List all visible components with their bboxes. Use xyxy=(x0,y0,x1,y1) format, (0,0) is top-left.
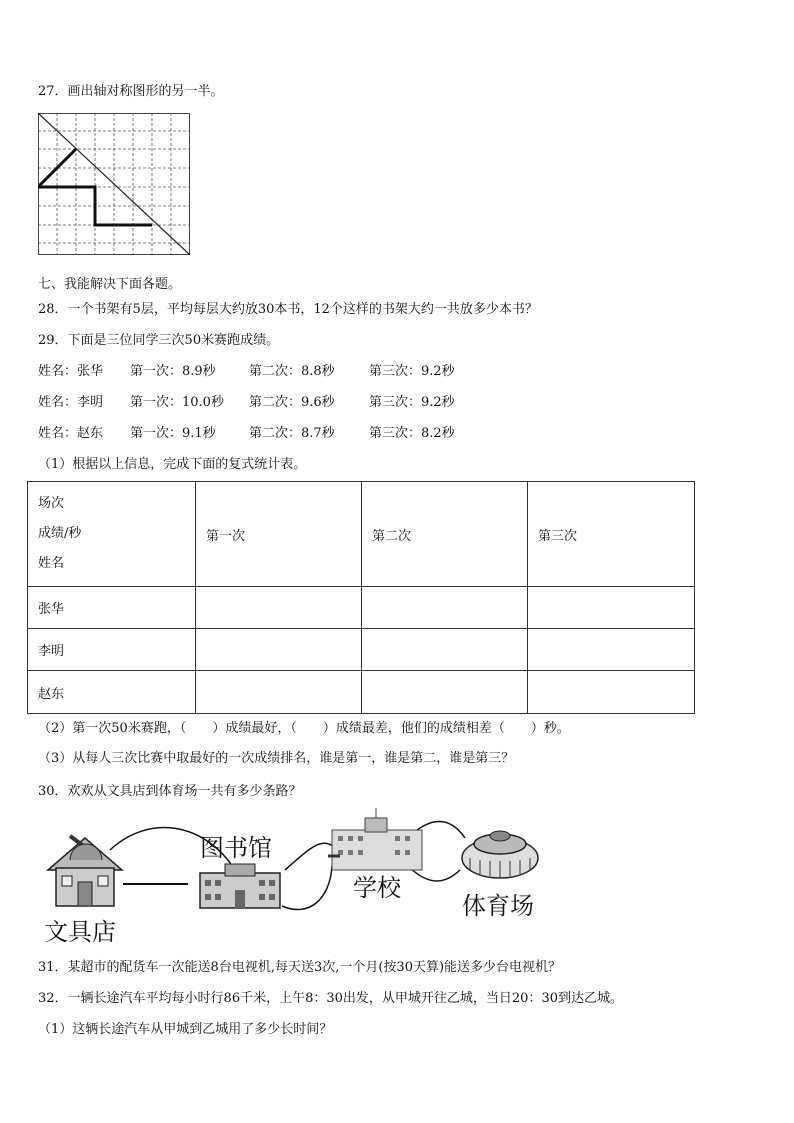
blank-cell[interactable] xyxy=(362,629,528,671)
row-name-zhaodong: 赵东 xyxy=(28,671,196,714)
table-header-row xyxy=(28,482,695,587)
corner-label-score: 成绩/秒 xyxy=(38,526,82,541)
stadium-label: 体育场 xyxy=(462,892,534,920)
library-label: 图书馆 xyxy=(200,834,272,862)
score-name: 姓名：李明 xyxy=(38,395,104,410)
table-row xyxy=(28,629,695,671)
score-second: 第二次：8.8秒 xyxy=(249,364,335,379)
blank-cell[interactable] xyxy=(196,629,362,671)
symmetry-grid xyxy=(38,113,190,259)
school-label: 学校 xyxy=(353,874,401,902)
blank-cell[interactable] xyxy=(528,587,695,629)
score-third: 第三次：9.2秒 xyxy=(369,395,455,410)
column-header-second: 第二次 xyxy=(362,482,528,587)
column-header-first: 第一次 xyxy=(196,482,362,587)
table-row xyxy=(28,587,695,629)
blank-cell[interactable] xyxy=(196,671,362,714)
score-name: 姓名：赵东 xyxy=(38,426,104,441)
blank-cell[interactable] xyxy=(528,629,695,671)
column-header-third: 第三次 xyxy=(528,482,695,587)
score-third: 第三次：8.2秒 xyxy=(369,426,455,441)
score-second: 第二次：8.7秒 xyxy=(249,426,335,441)
row-name-zhanghua: 张华 xyxy=(28,587,196,629)
q32-sub1: （1）这辆长途汽车从甲城到乙城用了多少长时间？ xyxy=(38,1022,333,1037)
blank-cell[interactable] xyxy=(528,671,695,714)
row-name-liming: 李明 xyxy=(28,629,196,671)
score-first: 第一次：8.9秒 xyxy=(130,364,216,379)
table-corner-cell xyxy=(28,482,196,587)
q31-text: 31．某超市的配货车一次能送8台电视机,每天送3次,一个月(按30天算)能送多少台电视机？ xyxy=(38,960,562,975)
score-third: 第三次：9.2秒 xyxy=(369,364,455,379)
school-icon xyxy=(328,808,422,870)
stationery-store-icon xyxy=(48,836,122,906)
table-row xyxy=(28,671,695,714)
blank-cell[interactable] xyxy=(362,587,528,629)
stadium-icon xyxy=(462,831,538,878)
score-first: 第一次：10.0秒 xyxy=(130,395,224,410)
library-icon xyxy=(200,864,280,908)
corner-label-name: 姓名 xyxy=(38,556,65,571)
q27-text: 27．画出轴对称图形的另一半。 xyxy=(38,84,224,99)
q28-text: 28．一个书架有5层，平均每层大约放30本书，12个这样的书架大约一共放多少本书？ xyxy=(38,302,538,317)
blank-cell[interactable] xyxy=(362,671,528,714)
score-name: 姓名：张华 xyxy=(38,364,104,379)
score-first: 第一次：9.1秒 xyxy=(130,426,216,441)
score-second: 第二次：9.6秒 xyxy=(249,395,335,410)
q29-sub1: （1）根据以上信息，完成下面的复式统计表。 xyxy=(38,457,307,472)
q30-text: 30．欢欢从文具店到体育场一共有多少条路？ xyxy=(38,784,302,799)
corner-label-round: 场次 xyxy=(38,496,65,511)
stationery-label: 文具店 xyxy=(44,918,116,946)
blank-cell[interactable] xyxy=(196,587,362,629)
section-7-heading: 七、我能解决下面各题。 xyxy=(38,277,182,292)
q32-text: 32．一辆长途汽车平均每小时行86千米，上午8：30出发，从甲城开往乙城，当日20：30到达乙城。 xyxy=(38,991,623,1006)
q29-sub3: （3）从每人三次比赛中取最好的一次成绩排名，谁是第一，谁是第二，谁是第三？ xyxy=(38,751,515,766)
q29-text: 29．下面是三位同学三次50米赛跑成绩。 xyxy=(38,333,280,348)
q29-sub2: （2）第一次50米赛跑，（ ）成绩最好，（ ）成绩最差，他们的成绩相差（ ）秒。 xyxy=(38,721,570,736)
compound-stats-table xyxy=(27,481,695,714)
